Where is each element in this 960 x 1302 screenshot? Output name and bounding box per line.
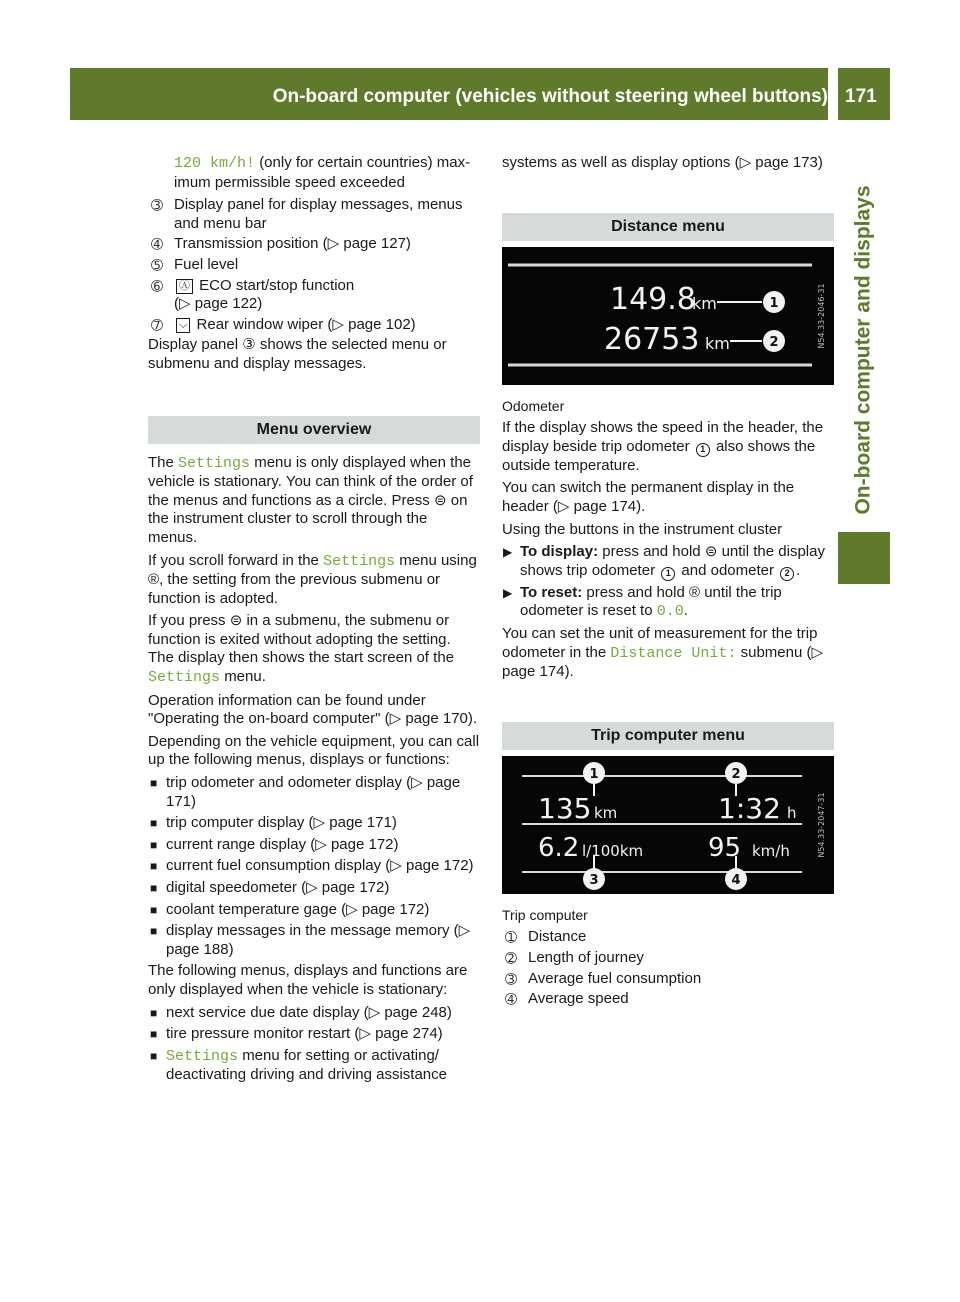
arrow-icon: ▶ bbox=[503, 545, 513, 560]
paragraph-depending: Depending on the vehicle equipment, you can call up the following menus, displays or functions: bbox=[148, 732, 480, 769]
odometer-value: 26753 bbox=[604, 321, 700, 357]
text: . bbox=[683, 602, 688, 620]
arrow-icon: ▶ bbox=[503, 585, 513, 600]
callout-2: 2 bbox=[769, 334, 779, 350]
callout-2-icon: 2 bbox=[780, 567, 794, 581]
paragraph-switch: You can switch the permanent display in the header (▷ page 174). bbox=[502, 479, 795, 515]
legend-text: Average speed bbox=[528, 990, 629, 1008]
text: If you press bbox=[148, 612, 226, 630]
callout-4: 4 bbox=[731, 872, 741, 888]
list-item-text: current fuel consumption display (▷ page 172) bbox=[166, 857, 474, 875]
wiper-icon: ⌵ bbox=[176, 318, 190, 333]
side-tab-label-wrap bbox=[842, 140, 886, 560]
journey-time-value: 1:32 bbox=[718, 791, 781, 825]
text: submenu (▷ page 174). bbox=[502, 643, 824, 681]
speed-desc-2: imum permissible speed exceeded bbox=[174, 173, 405, 191]
reset-button-icon: ® bbox=[148, 571, 160, 589]
trip-display-svg bbox=[502, 756, 834, 894]
paragraph-scroll bbox=[148, 552, 480, 609]
distance-unit: km bbox=[594, 803, 618, 822]
paragraph-settings bbox=[148, 454, 480, 548]
text: menu using bbox=[399, 551, 477, 569]
list-item bbox=[148, 1047, 480, 1085]
bullet-icon: ■ bbox=[150, 902, 158, 917]
text: menu. bbox=[224, 668, 266, 686]
list-item bbox=[148, 922, 480, 959]
list-item-text: coolant temperature gage (▷ page 172) bbox=[166, 900, 430, 918]
callout-1-icon: 1 bbox=[661, 567, 675, 581]
list-item-text: tire pressure monitor restart (▷ page 274) bbox=[166, 1025, 443, 1043]
legend-number: ➃ bbox=[505, 991, 517, 1008]
legend-list bbox=[148, 196, 480, 334]
speed-unit: km/h bbox=[752, 841, 790, 860]
side-tab-marker bbox=[838, 532, 890, 584]
bullet-icon: ■ bbox=[150, 881, 158, 895]
list-item-text: trip odometer and odometer display (▷ page 171) bbox=[166, 774, 461, 810]
reset-value-code: 0.0 bbox=[656, 603, 684, 621]
distance-value: 135 bbox=[538, 791, 592, 825]
trip-legend bbox=[502, 928, 834, 1008]
text: If you scroll forward in the bbox=[148, 551, 319, 569]
menu-overview-heading: Menu overview bbox=[148, 416, 480, 444]
settings-code: Settings bbox=[148, 669, 221, 687]
panel-text: Display panel ③ shows the selected menu or submenu and display messages. bbox=[148, 336, 447, 372]
legend-number: ➁ bbox=[505, 949, 517, 966]
legend-item bbox=[148, 256, 480, 275]
bullet-icon: ■ bbox=[150, 837, 158, 852]
settings-code: Settings bbox=[166, 1047, 239, 1065]
legend-text: Average fuel consumption bbox=[528, 969, 702, 987]
callout-1-icon: 1 bbox=[696, 443, 710, 457]
speed-code: 120 km/h! bbox=[174, 155, 256, 172]
legend-text: Rear window wiper (▷ page 102) bbox=[196, 315, 416, 333]
text: , the setting from the previous submenu or function is adopted. bbox=[148, 571, 441, 607]
list-item-text: next service due date display (▷ page 248) bbox=[166, 1003, 452, 1021]
legend-item bbox=[502, 970, 834, 989]
text: and odometer bbox=[681, 561, 774, 579]
paragraph-exit bbox=[148, 612, 480, 687]
legend-item bbox=[148, 277, 480, 314]
action-label: To display: bbox=[520, 543, 599, 561]
bullet-icon: ■ bbox=[150, 816, 158, 831]
side-tab-label: On-board computer and displays bbox=[851, 185, 875, 515]
image-code: N54.33-2047-31 bbox=[817, 792, 826, 858]
legend-text: Distance bbox=[528, 928, 587, 946]
text: . bbox=[796, 561, 801, 579]
text: If the display shows the speed in the header, the display beside trip odometer bbox=[502, 419, 824, 455]
list-item-text: trip computer display (▷ page 171) bbox=[166, 814, 397, 832]
continued-text: systems as well as display options (▷ page 173) bbox=[502, 154, 823, 171]
legend-item bbox=[502, 928, 834, 947]
text: The bbox=[148, 453, 174, 471]
speed-warning-text bbox=[148, 154, 480, 192]
reset-button-icon: ® bbox=[688, 583, 701, 601]
legend-number: ➅ bbox=[151, 277, 163, 294]
list-item bbox=[148, 857, 480, 876]
text: press and hold bbox=[602, 543, 701, 561]
legend-number: ➄ bbox=[151, 256, 163, 273]
callout-2: 2 bbox=[731, 766, 741, 782]
legend-text-2: and menu bar bbox=[174, 214, 267, 232]
list-item bbox=[148, 901, 480, 920]
legend-item bbox=[502, 990, 834, 1009]
consumption-value: 6.2 bbox=[538, 832, 580, 863]
header-title: On-board computer (vehicles without steering wheel buttons) bbox=[272, 86, 828, 107]
distance-display-image bbox=[502, 247, 834, 385]
legend-number: ➆ bbox=[151, 316, 163, 333]
action-display bbox=[502, 543, 834, 581]
legend-item bbox=[502, 949, 834, 968]
text: also shows the outside temperature. bbox=[502, 437, 816, 474]
text: on the instrument cluster to scroll through the menus. bbox=[148, 491, 468, 546]
paragraph-buttons: Using the buttons in the instrument cluster bbox=[502, 520, 783, 538]
callout-1: 1 bbox=[589, 766, 599, 782]
legend-item bbox=[148, 235, 480, 254]
action-reset bbox=[502, 584, 834, 622]
text: in a submenu, the submenu or function is exited without adopting the setting. The display then shows the start screen of the bbox=[148, 612, 454, 667]
settings-code: Settings bbox=[323, 552, 396, 570]
legend-text: Fuel level bbox=[174, 255, 239, 273]
list-item bbox=[148, 879, 480, 898]
list-item bbox=[148, 814, 480, 833]
legend-number: ➂ bbox=[505, 970, 517, 987]
list-item-text: menu for setting or activating/ deactivating driving and driving assistance bbox=[166, 1046, 447, 1084]
page-header bbox=[70, 68, 890, 120]
text: until the display shows trip odometer bbox=[520, 543, 825, 579]
speed-desc-1: (only for certain countries) max- bbox=[259, 154, 471, 171]
action-label: To reset: bbox=[520, 583, 583, 601]
trip-odometer-unit: km bbox=[692, 293, 717, 313]
text: You can set the unit of measurement for the trip odometer in the bbox=[502, 624, 818, 661]
page-number: 171 bbox=[845, 86, 877, 107]
legend-item bbox=[148, 316, 480, 335]
bullet-icon: ■ bbox=[150, 1005, 158, 1020]
settings-code: Settings bbox=[178, 454, 251, 472]
legend-text: Transmission position (▷ page 127) bbox=[174, 235, 411, 253]
callout-3: 3 bbox=[589, 872, 599, 888]
consumption-unit: l/100km bbox=[582, 841, 644, 860]
list-item-text: display messages in the message memory (▷ page 188) bbox=[166, 922, 471, 958]
legend-text: Length of journey bbox=[528, 948, 644, 966]
callout-1: 1 bbox=[769, 295, 779, 311]
legend-number: ➂ bbox=[151, 197, 163, 214]
bullet-icon: ■ bbox=[150, 924, 158, 939]
menu-button-icon: ⊜ bbox=[704, 543, 718, 561]
odometer-unit: km bbox=[705, 333, 730, 353]
trip-computer-heading: Trip computer menu bbox=[502, 722, 834, 750]
legend-number: ➃ bbox=[151, 236, 163, 253]
paragraph-unit bbox=[502, 625, 834, 682]
menu-button-icon: ⊜ bbox=[229, 612, 243, 630]
legend-number: ➀ bbox=[505, 929, 517, 946]
eco-icon: Ⓐ bbox=[176, 279, 193, 294]
trip-caption: Trip computer bbox=[502, 906, 588, 923]
list-item bbox=[148, 1004, 480, 1023]
legend-text: Display panel for display messages, menus bbox=[174, 196, 463, 214]
right-column bbox=[502, 154, 834, 1011]
bullet-icon: ■ bbox=[150, 859, 158, 874]
stationary-list bbox=[148, 1004, 480, 1085]
image-code: N54.33-2046-31 bbox=[817, 282, 826, 349]
trip-display-image bbox=[502, 756, 834, 894]
distance-menu-heading: Distance menu bbox=[502, 213, 834, 241]
paragraph-stationary: The following menus, displays and functions are only displayed when the vehicle is stationary: bbox=[148, 962, 468, 998]
text: until the trip odometer is reset to bbox=[520, 583, 782, 620]
left-column bbox=[148, 154, 480, 1088]
list-item bbox=[148, 1025, 480, 1044]
odometer-caption: Odometer bbox=[502, 397, 565, 414]
list-item-text: current range display (▷ page 172) bbox=[166, 835, 399, 853]
bullet-icon: ■ bbox=[150, 1048, 158, 1063]
legend-item bbox=[148, 196, 480, 233]
text: press and hold bbox=[586, 583, 685, 601]
distance-display-svg bbox=[502, 247, 834, 385]
menu-list bbox=[148, 774, 480, 959]
paragraph-header-speed bbox=[502, 419, 834, 475]
text: menu is only displayed when the vehicle is stationary. You can think of the order of the menus and functions as a circle. Press bbox=[148, 453, 473, 509]
journey-time-unit: h bbox=[787, 803, 797, 822]
paragraph-operation: Operation information can be found under "Operating the on-board computer" (▷ page 170). bbox=[148, 691, 478, 728]
distance-unit-code: Distance Unit: bbox=[610, 644, 737, 662]
bullet-icon: ■ bbox=[150, 776, 158, 791]
list-item bbox=[148, 836, 480, 855]
trip-odometer-value: 149.8 bbox=[610, 281, 696, 317]
header-separator bbox=[828, 68, 838, 120]
legend-text: ECO start/stop function bbox=[199, 276, 355, 294]
menu-button-icon: ⊜ bbox=[433, 491, 447, 509]
speed-value: 95 bbox=[708, 832, 742, 863]
list-item-text: digital speedometer (▷ page 172) bbox=[166, 879, 390, 896]
legend-text-2: (▷ page 122) bbox=[174, 295, 263, 313]
bullet-icon: ■ bbox=[150, 1027, 158, 1042]
list-item bbox=[148, 774, 480, 811]
